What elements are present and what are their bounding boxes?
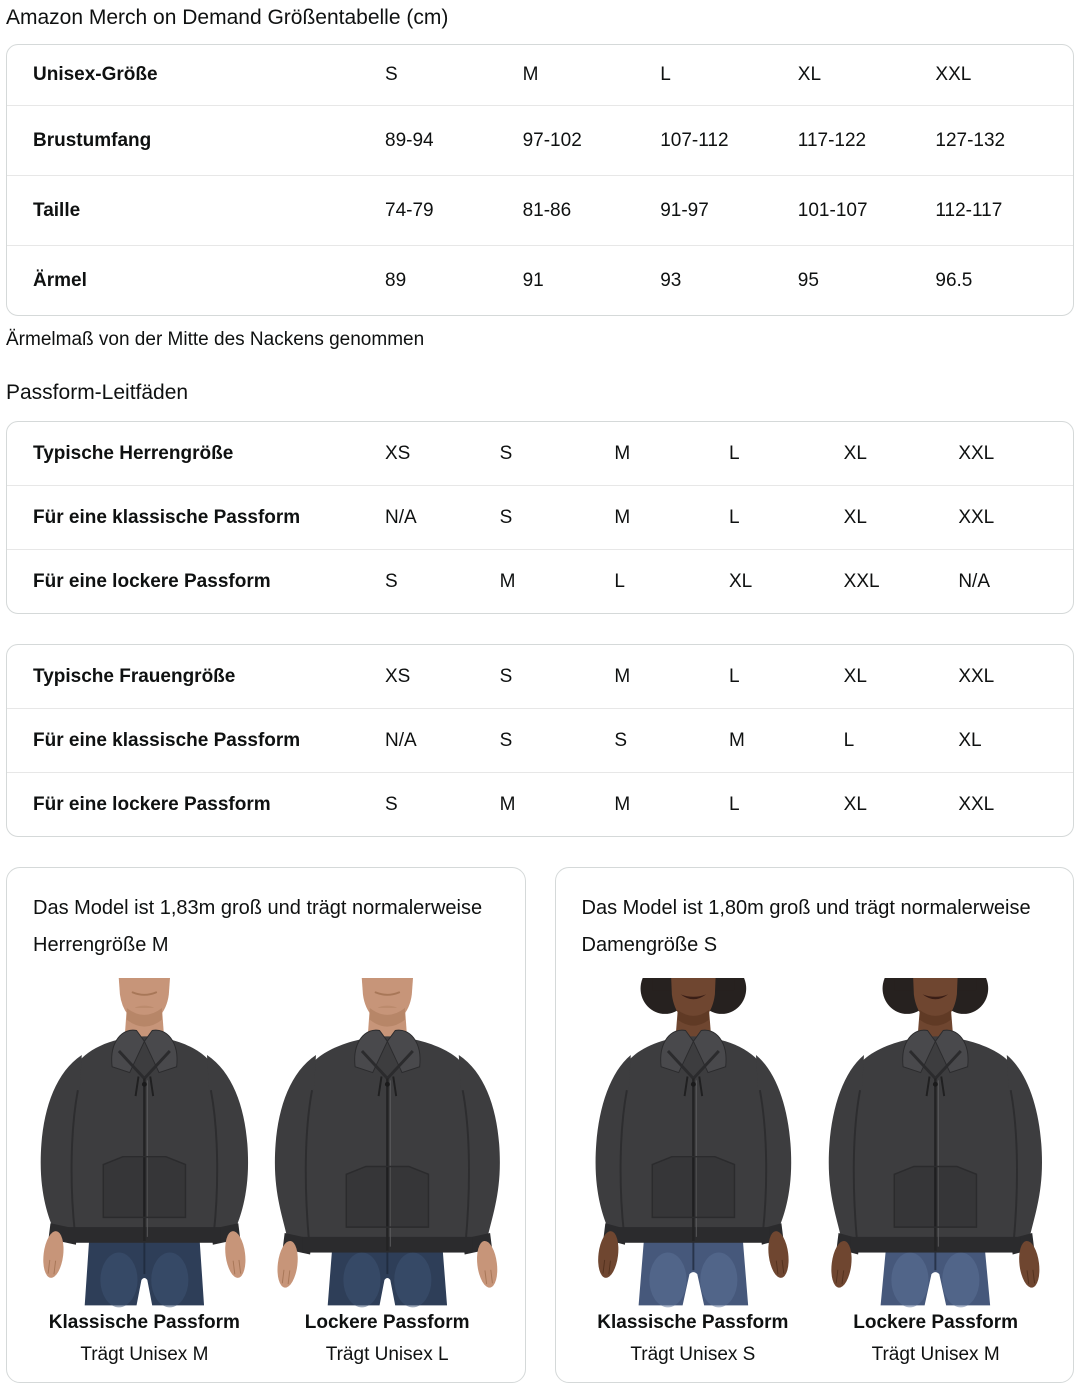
size-cell: S	[385, 64, 398, 85]
size-cell: L	[660, 64, 671, 85]
size-cell: N/A	[385, 506, 417, 528]
row-label: Für eine klassische Passform	[33, 506, 301, 528]
size-cell: M	[499, 793, 516, 815]
model-illustration	[818, 978, 1053, 1308]
size-cell: S	[614, 729, 628, 751]
table-row	[7, 175, 1073, 245]
size-cell: 93	[660, 269, 682, 291]
model-cards	[6, 867, 1074, 1383]
size-cell: S	[499, 665, 513, 687]
size-cell: L	[728, 665, 740, 687]
table-row	[7, 549, 1073, 613]
row-label: Für eine klassische Passform	[33, 729, 301, 751]
size-cell: 91-97	[660, 199, 709, 221]
female-model-loose-photo	[818, 978, 1053, 1308]
fit-label: Lockere Passform	[304, 1312, 470, 1333]
size-cell: N/A	[385, 729, 417, 751]
size-cell: L	[728, 506, 740, 528]
size-cell: 107-112	[660, 129, 729, 151]
size-cell: XXL	[958, 506, 995, 528]
size-cell: 127-132	[935, 129, 1006, 151]
size-cell: XL	[797, 64, 822, 85]
row-label: Brustumfang	[33, 129, 152, 151]
table-row	[7, 645, 1073, 708]
model-illustration	[27, 978, 262, 1308]
size-cell: M	[499, 570, 516, 592]
table-row	[7, 245, 1073, 315]
table-row	[7, 45, 1073, 105]
size-cell: XXL	[958, 793, 995, 815]
size-cell: L	[728, 793, 740, 815]
table-row	[7, 772, 1073, 836]
row-label: Für eine lockere Passform	[33, 570, 271, 592]
female-model-card	[555, 867, 1075, 1383]
model-illustration	[576, 978, 811, 1308]
fit-guides-heading: Passform-Leitfäden	[6, 381, 189, 404]
size-cell: XXL	[958, 665, 995, 687]
size-cell: S	[385, 570, 398, 592]
fit-label: Klassische Passform	[48, 1312, 240, 1333]
size-cell: XL	[958, 729, 982, 751]
size-cell: 81-86	[522, 199, 572, 221]
page-title: Amazon Merch on Demand Größentabelle (cm)	[6, 6, 449, 29]
male-model-figures	[27, 978, 505, 1366]
size-label: Trägt Unisex L	[325, 1344, 449, 1365]
size-cell: XXL	[935, 64, 972, 85]
size-cell: M	[614, 665, 631, 687]
row-label: Taille	[33, 199, 81, 221]
size-cell: M	[614, 793, 631, 815]
sleeve-note: Ärmelmaß von der Mitte des Nackens genommen	[6, 329, 425, 350]
size-cell: 95	[797, 269, 819, 291]
male-model-classic-photo	[27, 978, 262, 1308]
size-cell: M	[614, 442, 631, 464]
size-cell: XL	[843, 793, 867, 815]
row-label: Ärmel	[33, 269, 87, 291]
size-cell: L	[728, 442, 740, 464]
unisex-size-table	[6, 44, 1074, 316]
size-cell: 91	[522, 269, 544, 291]
size-label: Trägt Unisex M	[871, 1344, 1000, 1365]
row-label: Für eine lockere Passform	[33, 793, 271, 815]
table-row	[7, 708, 1073, 772]
size-cell: S	[499, 729, 513, 751]
size-cell: 74-79	[385, 199, 434, 221]
size-cell: 89	[385, 269, 407, 291]
size-cell: 117-122	[797, 129, 867, 151]
size-label: Trägt Unisex S	[630, 1344, 756, 1365]
size-cell: S	[385, 793, 398, 815]
size-cell: M	[728, 729, 745, 751]
table-row	[7, 105, 1073, 175]
size-cell: XXL	[958, 442, 995, 464]
size-cell: XS	[385, 442, 411, 464]
table-row	[7, 485, 1073, 549]
size-cell: L	[843, 729, 855, 751]
row-label: Typische Frauengröße	[33, 665, 236, 687]
model-illustration	[270, 978, 505, 1308]
size-cell: 96.5	[935, 269, 973, 291]
size-cell: 112-117	[935, 199, 1003, 221]
table-row	[7, 422, 1073, 485]
size-cell: N/A	[958, 570, 991, 592]
female-model-classic-figure	[576, 978, 811, 1366]
row-label: Unisex-Größe	[33, 64, 158, 85]
size-cell: XL	[843, 665, 867, 687]
fit-label: Klassische Passform	[597, 1312, 789, 1333]
female-model-figures	[576, 978, 1054, 1366]
model-description: Das Model ist 1,83m groß und trägt normalerweise Herrengröße M	[33, 897, 483, 956]
size-cell: XL	[728, 570, 753, 592]
size-cell: XXL	[843, 570, 880, 592]
fit-label: Lockere Passform	[853, 1312, 1018, 1333]
mens-fit-table	[6, 421, 1074, 614]
size-cell: M	[614, 506, 631, 528]
size-cell: L	[614, 570, 625, 592]
womens-fit-table	[6, 644, 1074, 837]
male-model-card	[6, 867, 526, 1383]
size-cell: S	[499, 506, 513, 528]
size-cell: XL	[843, 442, 867, 464]
size-label: Trägt Unisex M	[80, 1344, 209, 1365]
female-model-classic-photo	[576, 978, 811, 1308]
size-cell: 97-102	[522, 129, 582, 151]
size-cell: 89-94	[385, 129, 434, 151]
model-description: Das Model ist 1,80m groß und trägt normalerweise Damengröße S	[581, 897, 1031, 956]
male-model-loose-figure	[270, 978, 505, 1366]
row-label: Typische Herrengröße	[33, 442, 234, 464]
size-cell: 101-107	[797, 199, 868, 221]
size-cell: S	[499, 442, 513, 464]
female-model-loose-figure	[818, 978, 1053, 1366]
size-cell: XS	[385, 665, 411, 687]
size-cell: M	[522, 64, 539, 85]
size-cell: XL	[843, 506, 867, 528]
male-model-loose-photo	[270, 978, 505, 1308]
male-model-classic-figure	[27, 978, 262, 1366]
